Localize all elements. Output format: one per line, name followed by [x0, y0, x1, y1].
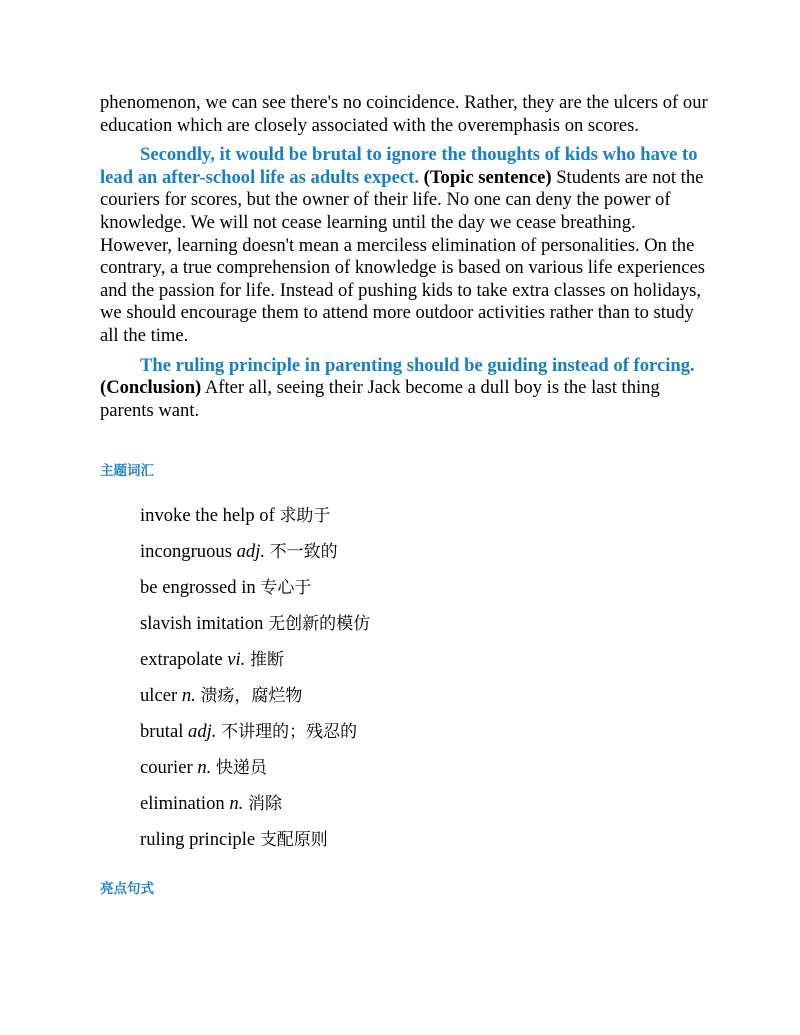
vocab-item	[140, 757, 710, 779]
vocab-meaning: 不讲理的；残忍的	[221, 722, 358, 743]
vocab-term: courier	[140, 757, 193, 779]
vocab-pos: n.	[181, 685, 196, 707]
vocab-term: extrapolate	[140, 649, 223, 671]
vocab-item	[140, 649, 710, 671]
vocab-item	[140, 685, 710, 707]
vocab-section-heading: 主题词汇	[100, 463, 154, 480]
highlight-sentences-heading: 亮点句式	[100, 881, 154, 898]
vocab-pos: n.	[229, 793, 244, 815]
vocab-meaning: 专心于	[260, 578, 312, 599]
vocab-item	[140, 829, 710, 851]
vocab-list	[100, 505, 710, 851]
topic-sentence-text: Secondly, it would be brutal to ignore the thoughts of kids who have to lead an after-school life as adults expect.	[100, 144, 698, 188]
document-page	[100, 92, 710, 897]
vocab-term: ulcer	[140, 685, 178, 707]
paragraph-conclusion-body: After all, seeing their Jack become a dull boy is the last thing parents want.	[100, 377, 660, 421]
conclusion-sentence-text: The ruling principle in parenting should be guiding instead of forcing.	[140, 354, 695, 376]
vocab-pos: n.	[197, 757, 212, 779]
vocab-item	[140, 541, 710, 563]
vocab-term: elimination	[140, 793, 225, 815]
vocab-meaning: 消除	[247, 794, 282, 815]
vocab-meaning: 无创新的模仿	[268, 614, 371, 635]
vocab-term: slavish imitation	[140, 613, 264, 635]
vocab-meaning: 推断	[249, 650, 284, 671]
vocab-term: brutal	[140, 721, 184, 743]
paragraph-continuation	[100, 92, 710, 137]
vocab-meaning: 不一致的	[269, 542, 338, 563]
paragraph-second-body: Students are not the couriers for scores, but the owner of their life. No one can deny the power of knowledge. We will not cease learning until the day we cease breathing. However, learning doesn't mean a merciless elimination of personalities. On the contrary, a true comprehension of knowledge is based on various life experiences and the passion for life. Instead of pushing kids to take extra classes on holidays, we should encourage them to attend more outdoor activities rather than to study all the time.	[100, 166, 705, 346]
vocab-term: incongruous	[140, 541, 232, 563]
vocab-pos: vi.	[227, 649, 246, 671]
vocab-term: be engrossed in	[140, 577, 256, 599]
paragraph-conclusion	[100, 355, 710, 423]
vocab-meaning: 支配原则	[259, 830, 328, 851]
vocab-item	[140, 613, 710, 635]
vocab-meaning: 求助于	[279, 506, 331, 527]
topic-sentence-tag: (Topic sentence)	[423, 166, 552, 188]
vocab-term: ruling principle	[140, 829, 256, 851]
vocab-item	[140, 721, 710, 743]
vocab-pos: adj.	[188, 721, 217, 743]
paragraph-second-point	[100, 144, 710, 347]
conclusion-tag: (Conclusion)	[100, 377, 202, 399]
vocab-item	[140, 505, 710, 527]
vocab-item	[140, 793, 710, 815]
paragraph-continuation-text: phenomenon, we can see there's no coincidence. Rather, they are the ulcers of our education which are closely associated with the overemphasis on scores.	[100, 92, 708, 136]
vocab-meaning: 溃疡，腐烂物	[200, 686, 303, 707]
vocab-meaning: 快递员	[215, 758, 267, 779]
vocab-term: invoke the help of	[140, 505, 275, 527]
vocab-item	[140, 577, 710, 599]
vocab-pos: adj.	[236, 541, 266, 563]
